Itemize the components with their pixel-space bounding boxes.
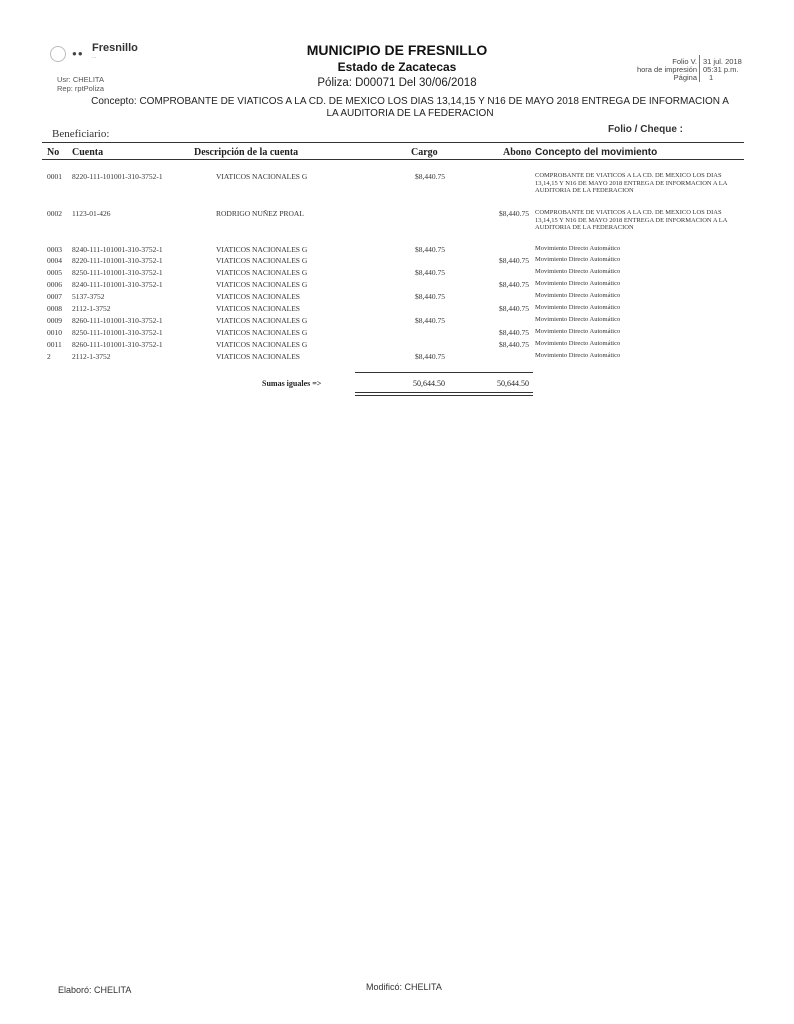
- col-cargo: Cargo: [411, 147, 438, 158]
- row-cargo: $8,440.75: [415, 316, 445, 325]
- row-cargo: $8,440.75: [415, 352, 445, 361]
- sumas-label: Sumas iguales =>: [262, 379, 322, 388]
- hora-impresion-value: 05:31 p.m.: [703, 65, 739, 74]
- row-desc: VIATICOS NACIONALES: [216, 352, 300, 361]
- row-abono: $8,440.75: [499, 209, 529, 218]
- row-abono: $8,440.75: [499, 280, 529, 289]
- pagina-value: 1: [709, 73, 714, 82]
- row-abono: $8,440.75: [499, 328, 529, 337]
- sumas-abono: 50,644.50: [497, 379, 529, 388]
- row-desc: VIATICOS NACIONALES: [216, 304, 300, 313]
- row-no: 0005: [47, 268, 62, 277]
- row-no: 0010: [47, 328, 62, 337]
- row-abono: $8,440.75: [499, 256, 529, 265]
- row-concepto: COMPROBANTE DE VIATICOS A LA CD. DE MEXICO LOS DIAS 13,14,15 Y N16 DE MAYO 2018 ENTREGA DE INFORMACION A LA AUDITORIA DE LA FEDERACION: [535, 172, 728, 194]
- row-concepto: Movimiento Directo Automático: [535, 340, 621, 347]
- beneficiario-label: Beneficiario:: [52, 128, 110, 140]
- col-abono: Abono: [503, 147, 532, 158]
- row-cuenta: 8240-111-101001-310-3752-1: [72, 245, 163, 254]
- folio-v-value: 31 jul. 2018: [703, 57, 742, 66]
- folio-v-label: Folio V.: [672, 57, 697, 66]
- elaboro-label: Elaboró: CHELITA: [58, 985, 132, 995]
- totals-bottom-rule-2: [355, 395, 533, 396]
- row-no: 0006: [47, 280, 62, 289]
- row-concepto: Movimiento Directo Automático: [535, 280, 621, 287]
- sumas-cargo: 50,644.50: [413, 379, 445, 388]
- logo-sub: ...: [92, 54, 97, 60]
- row-no: 0011: [47, 340, 62, 349]
- row-cuenta: 8250-111-101001-310-3752-1: [72, 328, 163, 337]
- row-cargo: $8,440.75: [415, 172, 445, 181]
- row-desc: RODRIGO NUÑEZ PROAL: [216, 209, 304, 218]
- row-abono: $8,440.75: [499, 304, 529, 313]
- row-desc: VIATICOS NACIONALES G: [216, 340, 308, 349]
- row-concepto: Movimiento Directo Automático: [535, 245, 621, 252]
- pagina-label: Página: [673, 73, 697, 82]
- totals-bottom-rule-1: [355, 392, 533, 393]
- row-no: 0007: [47, 292, 62, 301]
- row-cargo: $8,440.75: [415, 292, 445, 301]
- row-abono: $8,440.75: [499, 340, 529, 349]
- row-cuenta: 8220-111-101001-310-3752-1: [72, 256, 163, 265]
- row-desc: VIATICOS NACIONALES G: [216, 328, 308, 337]
- row-desc: VIATICOS NACIONALES: [216, 292, 300, 301]
- row-concepto: Movimiento Directo Automático: [535, 316, 621, 323]
- modifico-label: Modificó: CHELITA: [366, 982, 442, 992]
- row-cuenta: 8250-111-101001-310-3752-1: [72, 268, 163, 277]
- row-desc: VIATICOS NACIONALES G: [216, 172, 308, 181]
- row-no: 0009: [47, 316, 62, 325]
- row-desc: VIATICOS NACIONALES G: [216, 280, 308, 289]
- row-concepto: Movimiento Directo Automático: [535, 328, 621, 335]
- row-concepto: Movimiento Directo Automático: [535, 304, 621, 311]
- row-concepto: Movimiento Directo Automático: [535, 292, 621, 299]
- row-cuenta: 8240-111-101001-310-3752-1: [72, 280, 163, 289]
- row-concepto: Movimiento Directo Automático: [535, 256, 621, 263]
- page-subtitle: Estado de Zacatecas: [337, 60, 457, 74]
- folio-cheque-label: Folio / Cheque :: [608, 124, 683, 135]
- row-cuenta: 1123-01-426: [72, 209, 111, 218]
- col-cuenta: Cuenta: [72, 147, 104, 158]
- row-desc: VIATICOS NACIONALES G: [216, 268, 308, 277]
- meta-divider: [699, 55, 700, 82]
- row-cuenta: 5137-3752: [72, 292, 105, 301]
- row-cuenta: 2112-1-3752: [72, 352, 111, 361]
- logo-dots-icon: ●●: [72, 49, 84, 58]
- concepto-text: Concepto: COMPROBANTE DE VIATICOS A LA CD. DE MEXICO LOS DIAS 13,14,15 Y N16 DE MAYO 2018 ENTREGA DE INFORMACION A LA AUDITORIA DE LA FEDERACION: [91, 96, 729, 119]
- row-no: 2: [47, 352, 51, 361]
- logo-brand: Fresnillo: [92, 42, 138, 54]
- row-concepto: Movimiento Directo Automático: [535, 268, 621, 275]
- user-label: Usr: CHELITA: [57, 75, 104, 84]
- poliza-line: Póliza: D00071 Del 30/06/2018: [317, 77, 477, 89]
- row-no: 0003: [47, 245, 62, 254]
- header-bottom-rule: [42, 159, 744, 160]
- header-top-rule: [42, 142, 744, 143]
- row-cargo: $8,440.75: [415, 268, 445, 277]
- row-cargo: $8,440.75: [415, 245, 445, 254]
- row-cuenta: 8220-111-101001-310-3752-1: [72, 172, 163, 181]
- report-label: Rep: rptPoliza: [57, 84, 105, 93]
- row-cuenta: 8260-111-101001-310-3752-1: [72, 340, 163, 349]
- row-no: 0002: [47, 209, 62, 218]
- row-cuenta: 2112-1-3752: [72, 304, 111, 313]
- hora-impresion-label: hora de impresión: [636, 65, 697, 74]
- col-no: No: [47, 147, 60, 158]
- row-no: 0001: [47, 172, 62, 181]
- row-concepto: Movimiento Directo Automático: [535, 352, 621, 359]
- totals-top-rule: [355, 372, 533, 373]
- page-title: MUNICIPIO DE FRESNILLO: [306, 42, 488, 58]
- row-desc: VIATICOS NACIONALES G: [216, 256, 308, 265]
- row-desc: VIATICOS NACIONALES G: [216, 316, 308, 325]
- row-cuenta: 8260-111-101001-310-3752-1: [72, 316, 163, 325]
- col-concepto: Concepto del movimiento: [535, 147, 658, 158]
- row-desc: VIATICOS NACIONALES G: [216, 245, 308, 254]
- row-concepto: COMPROBANTE DE VIATICOS A LA CD. DE MEXICO LOS DIAS 13,14,15 Y N16 DE MAYO 2018 ENTREGA DE INFORMACION A LA AUDITORIA DE LA FEDERACION: [535, 209, 728, 231]
- row-no: 0008: [47, 304, 62, 313]
- row-no: 0004: [47, 256, 62, 265]
- col-descripcion: Descripción de la cuenta: [194, 147, 299, 158]
